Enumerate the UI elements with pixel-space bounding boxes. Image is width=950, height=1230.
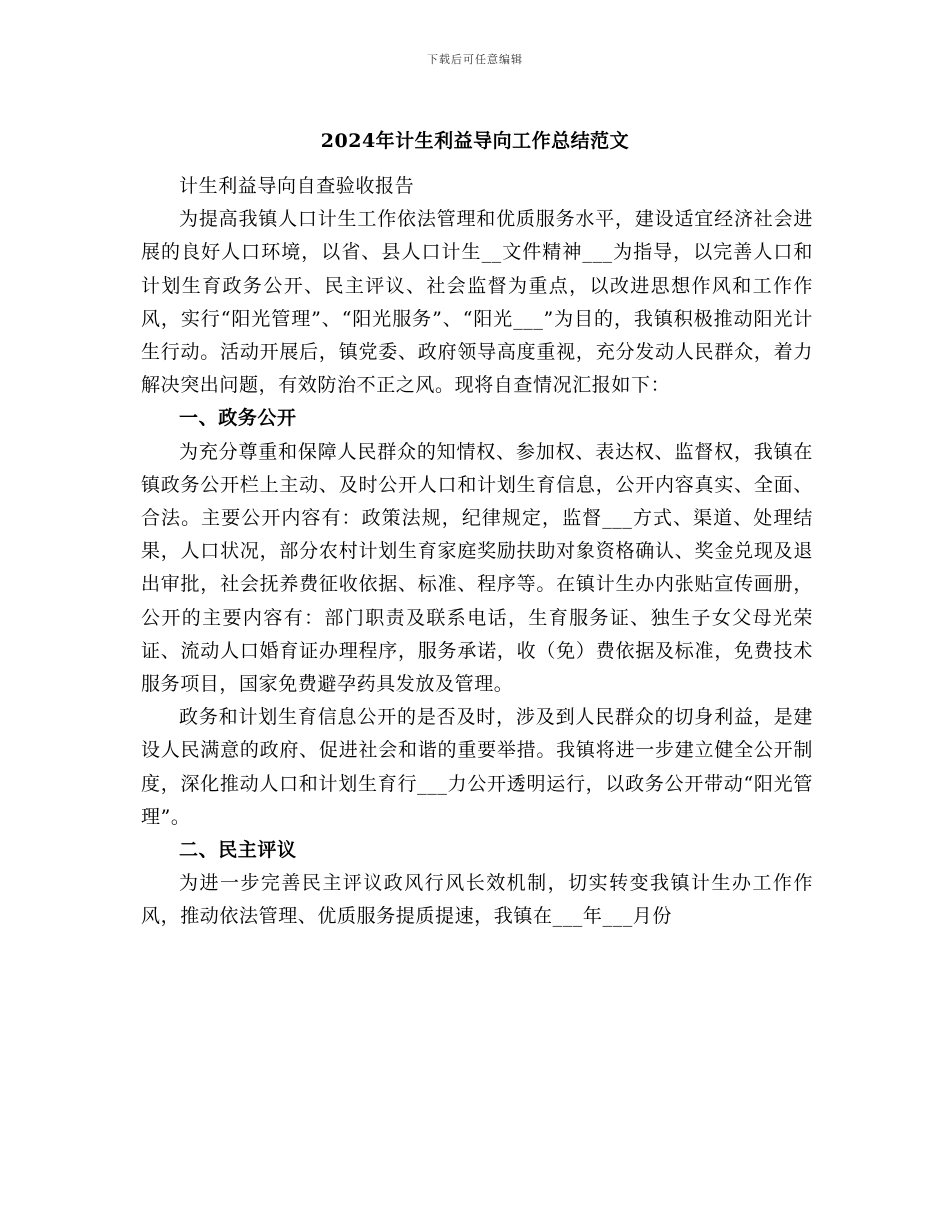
page-header: 下载后可任意编辑 (427, 53, 523, 66)
section1-paragraph-2: 政务和计划生育信息公开的是否及时，涉及到人民群众的切身利益，是建设人民满意的政府、促进社会和谐的重要举措。我镇将进一步建立健全公开制度，深化推动人口和计划生育行___力公开透明运行，以政务公开带动“阳光管理”。 (141, 706, 813, 828)
document-body (141, 170, 813, 934)
document-subtitle: 计生利益导向自查验收报告 (179, 175, 415, 197)
section2-paragraph-1: 为进一步完善民主评议政风行风长效机制，切实转变我镇计生办工作作风，推动依法管理、优质服务提质提速，我镇在___年___月份 (141, 872, 813, 928)
document-title: 2024年计生利益导向工作总结范文 (320, 130, 630, 152)
intro-paragraph: 为提高我镇人口计生工作依法管理和优质服务水平，建设适宜经济社会进展的良好人口环境，以省、县人口计生__文件精神___为指导，以完善人口和计划生育政务公开、民主评议、社会监督为重点，以改进思想作风和工作作风，实行“阳光管理”、“阳光服务”、“阳光___”为目的，我镇积极推动阳光计生行动。活动开展后，镇党委、政府领导高度重视，充分发动人民群众，着力解决突出问题，有效防治不正之风。现将自查情况汇报如下： (141, 208, 813, 397)
section-heading-government-affairs: 一、政务公开 (179, 407, 297, 430)
section1-paragraph-1: 为充分尊重和保障人民群众的知情权、参加权、表达权、监督权，我镇在镇政务公开栏上主动、及时公开人口和计划生育信息，公开内容真实、全面、合法。主要公开内容有：政策法规，纪律规定，监督___方式、渠道、处理结果，人口状况，部分农村计划生育家庭奖励扶助对象资格确认、奖金兑现及退出审批，社会抚养费征收依据、标准、程序等。在镇计生办内张贴宣传画册，公开的主要内容有：部门职责及联系电话，生育服务证、独生子女父母光荣证、流动人口婚育证办理程序，服务承诺，收（免）费依据及标准，免费技术服务项目，国家免费避孕药具发放及管理。 (141, 440, 813, 696)
section-heading-democratic-review: 二、民主评议 (179, 839, 297, 862)
